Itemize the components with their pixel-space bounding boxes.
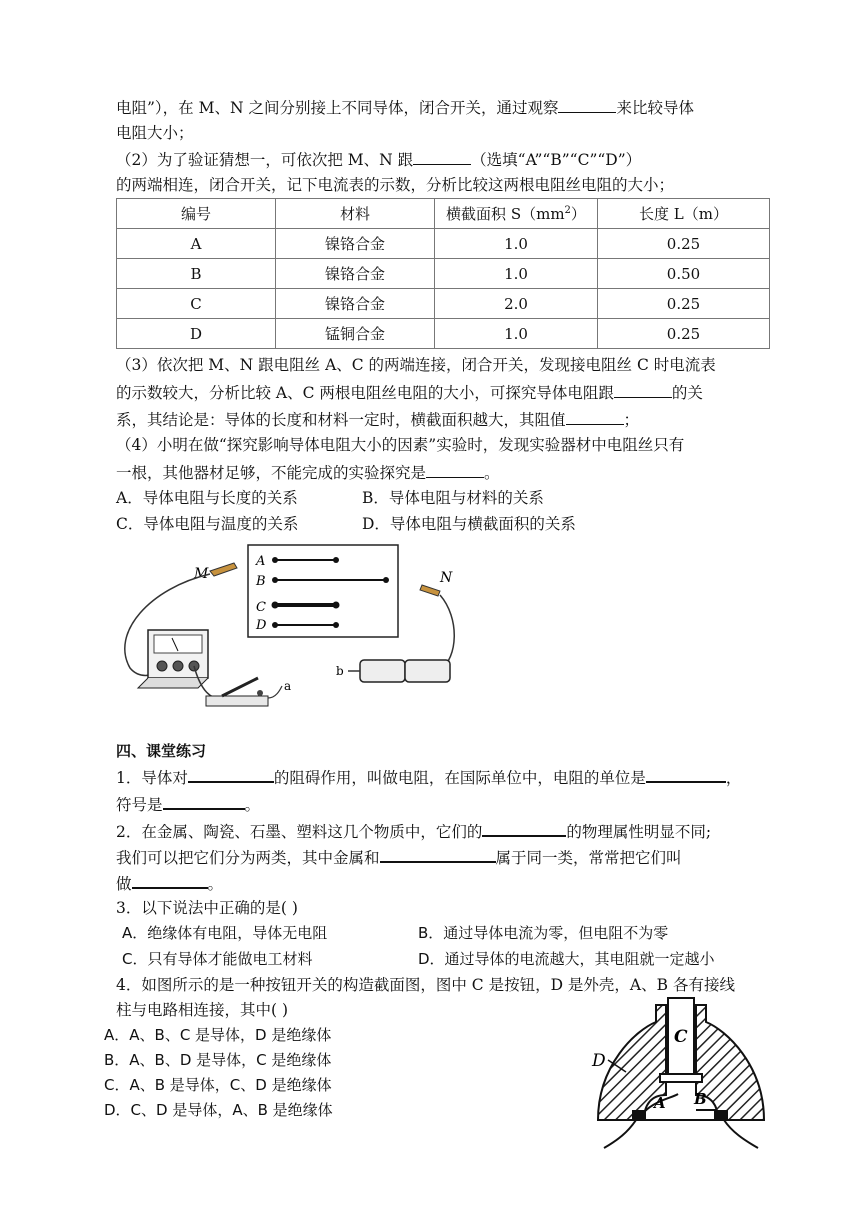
label-b: B: [694, 1090, 707, 1108]
exp-line-3: [116, 149, 641, 170]
terminal-dot: [272, 622, 278, 628]
exp-line-8: （4）小明在做“探究影响导体电阻大小的因素”实验时，发现实验器材中电阻丝只有: [116, 436, 685, 454]
q1-line-2: [116, 793, 260, 815]
table-row: [117, 229, 770, 259]
q3-option-d[interactable]: D．通过导体的电流越大，其电阻就一定越小: [418, 950, 715, 968]
terminal-dot: [272, 577, 278, 583]
text: 系，其结论是：导体的长度和材料一定时，横截面积越大，其阻值: [116, 411, 566, 429]
text: 我们可以把它们分为两类，其中金属和: [116, 849, 380, 867]
q3-option-a[interactable]: A．绝缘体有电阻，导体无电阻: [122, 924, 328, 942]
text: 做: [116, 875, 132, 893]
table-row: [117, 259, 770, 289]
label-c: C: [674, 1027, 688, 1047]
table-cell: 镍铬合金: [276, 259, 435, 289]
exp-line-6: [116, 382, 703, 403]
alligator-clip-n: [420, 585, 440, 596]
header-cell: [435, 199, 598, 229]
battery-cell: [360, 660, 405, 682]
lead-wire: [268, 686, 282, 698]
wire-end-label-a: a: [284, 679, 292, 693]
ammeter-terminal: [173, 661, 183, 671]
text: 1．导体对: [116, 769, 188, 787]
table-cell: 1.0: [435, 229, 598, 259]
text: （2）为了验证猜想一，可依次把 M、N 跟: [116, 151, 414, 169]
answer-blank[interactable]: [558, 97, 616, 113]
ammeter-terminal: [157, 661, 167, 671]
q3-option-c[interactable]: C．只有导体才能做电工材料: [122, 950, 313, 968]
terminal-dot: [333, 602, 340, 609]
text: ；: [623, 411, 640, 429]
text: 的阻碍作用，叫做电阻，在国际单位中，电阻的单位是: [273, 769, 646, 787]
wire-label-b: B: [256, 574, 266, 589]
section-heading: 四、课堂练习: [116, 742, 207, 760]
alligator-clip-m: [210, 563, 237, 576]
q4-option-a[interactable]: A．A、B、C 是导体，D 是绝缘体: [104, 1026, 332, 1044]
clip-label-n: N: [440, 570, 453, 586]
answer-blank[interactable]: [380, 846, 496, 863]
text: 。: [244, 796, 261, 814]
terminal-dot: [333, 557, 339, 563]
answer-blank[interactable]: [426, 462, 484, 478]
text: 。: [484, 464, 500, 482]
exp-line-7: [116, 409, 639, 430]
exp-line-2: 电阻大小；: [116, 124, 194, 142]
switch-base: [206, 696, 268, 706]
table-cell: 镍铬合金: [276, 289, 435, 319]
resistance-wire-table: [116, 198, 770, 349]
text: 属于同一类，常常把它们叫: [495, 849, 682, 867]
table-row: [117, 319, 770, 349]
q4-option-d[interactable]: D．C、D 是导体，A、B 是绝缘体: [104, 1101, 333, 1119]
table-cell: 锰铜合金: [276, 319, 435, 349]
text: 。: [207, 875, 224, 893]
superscript: 2: [564, 205, 571, 216]
answer-blank[interactable]: [188, 766, 274, 783]
text: 一根，其他器材足够，不能完成的实验探究是: [116, 464, 427, 482]
q2-line-1: [116, 820, 711, 842]
table-row: [117, 289, 770, 319]
table-cell: 1.0: [435, 259, 598, 289]
table-header-row: [117, 199, 770, 229]
ammeter-base: [138, 678, 208, 688]
exp-line-9: [116, 462, 500, 483]
text: 符号是: [116, 796, 163, 814]
connecting-wire: [724, 1120, 758, 1148]
q1-line-1: [116, 766, 741, 788]
header-cell: 编号: [117, 199, 276, 229]
option-a[interactable]: A．导体电阻与长度的关系: [116, 489, 298, 507]
terminal-block: [714, 1110, 728, 1120]
table-cell: C: [117, 289, 276, 319]
answer-blank[interactable]: [132, 872, 208, 889]
table-cell: 1.0: [435, 319, 598, 349]
text: ，: [725, 769, 742, 787]
switch-blade: [222, 678, 258, 696]
answer-blank[interactable]: [163, 793, 245, 810]
exp-line-4: 的两端相连，闭合开关，记下电流表的示数，分析比较这两根电阻丝电阻的大小；: [116, 176, 675, 194]
text: 电阻”），在 M、N 之间分别接上不同导体，闭合开关，通过观察: [116, 99, 559, 117]
battery-cell: [405, 660, 450, 682]
q4-option-c[interactable]: C．A、B 是导体，C、D 是绝缘体: [104, 1076, 332, 1094]
text: 2．在金属、陶瓷、石墨、塑料这几个物质中，它们的: [116, 823, 483, 841]
text: 横截面积 S（mm: [446, 205, 565, 223]
q3-option-b[interactable]: B．通过导体电流为零，但电阻不为零: [418, 924, 669, 942]
circuit-diagram: [110, 538, 470, 718]
q3-stem: 3．以下说法中正确的是( ): [116, 899, 298, 917]
table-cell: A: [117, 229, 276, 259]
button-flange: [660, 1074, 702, 1082]
table-cell: 0.25: [598, 289, 770, 319]
exp-line-1: [116, 97, 694, 118]
option-d[interactable]: D．导体电阻与横截面积的关系: [362, 515, 576, 533]
exp-line-5: （3）依次把 M、N 跟电阻丝 A、C 的两端连接，闭合开关，发现接电阻丝 C 时电流表: [116, 356, 716, 374]
wire-label-d: D: [256, 618, 267, 633]
answer-blank[interactable]: [413, 149, 471, 165]
q4-option-b[interactable]: B．A、B、D 是导体，C 是绝缘体: [104, 1051, 332, 1069]
table-cell: D: [117, 319, 276, 349]
label-a: A: [654, 1094, 666, 1112]
option-b[interactable]: B．导体电阻与材料的关系: [362, 489, 544, 507]
answer-blank[interactable]: [482, 820, 566, 837]
wire-label-a: A: [256, 554, 266, 569]
clip-label-m: M: [194, 566, 209, 582]
switch-terminal: [257, 690, 263, 696]
terminal-dot: [383, 577, 389, 583]
answer-blank[interactable]: [646, 766, 726, 783]
push-button-switch-diagram: [586, 990, 776, 1155]
label-d: D: [592, 1051, 606, 1071]
q2-line-3: [116, 872, 223, 894]
table-cell: 镍铬合金: [276, 229, 435, 259]
text: 的物理属性明显不同;: [566, 823, 712, 841]
table-cell: B: [117, 259, 276, 289]
header-cell: 长度 L（m）: [598, 199, 770, 229]
text: ）: [570, 205, 586, 223]
q4-stem-2: 柱与电路相连接，其中( ): [116, 1001, 289, 1019]
text: （选填“A”“B”“C”“D”）: [471, 151, 642, 169]
text: 的示数较大，分析比较 A、C 两根电阻丝电阻的大小，可探究导体电阻跟: [116, 384, 614, 402]
wire-end-label-b: b: [336, 664, 344, 678]
text: 的关: [671, 384, 703, 402]
table-cell: 2.0: [435, 289, 598, 319]
terminal-dot: [333, 622, 339, 628]
terminal-block: [632, 1110, 646, 1120]
table-cell: 0.50: [598, 259, 770, 289]
terminal-dot: [272, 557, 278, 563]
wire-label-c: C: [256, 600, 266, 615]
table-cell: 0.25: [598, 229, 770, 259]
header-cell: 材料: [276, 199, 435, 229]
answer-blank[interactable]: [614, 382, 672, 398]
q4-stem-1: 4．如图所示的是一种按钮开关的构造截面图，图中 C 是按钮，D 是外壳，A、B 各有接线: [116, 976, 735, 994]
connecting-wire: [604, 1120, 636, 1148]
text: 来比较导体: [616, 99, 694, 117]
option-c[interactable]: C．导体电阻与温度的关系: [116, 515, 299, 533]
answer-blank[interactable]: [566, 409, 624, 425]
table-cell: 0.25: [598, 319, 770, 349]
wire-board: [248, 545, 398, 637]
terminal-dot: [272, 602, 279, 609]
ammeter-terminal: [189, 661, 199, 671]
q2-line-2: [116, 846, 682, 868]
